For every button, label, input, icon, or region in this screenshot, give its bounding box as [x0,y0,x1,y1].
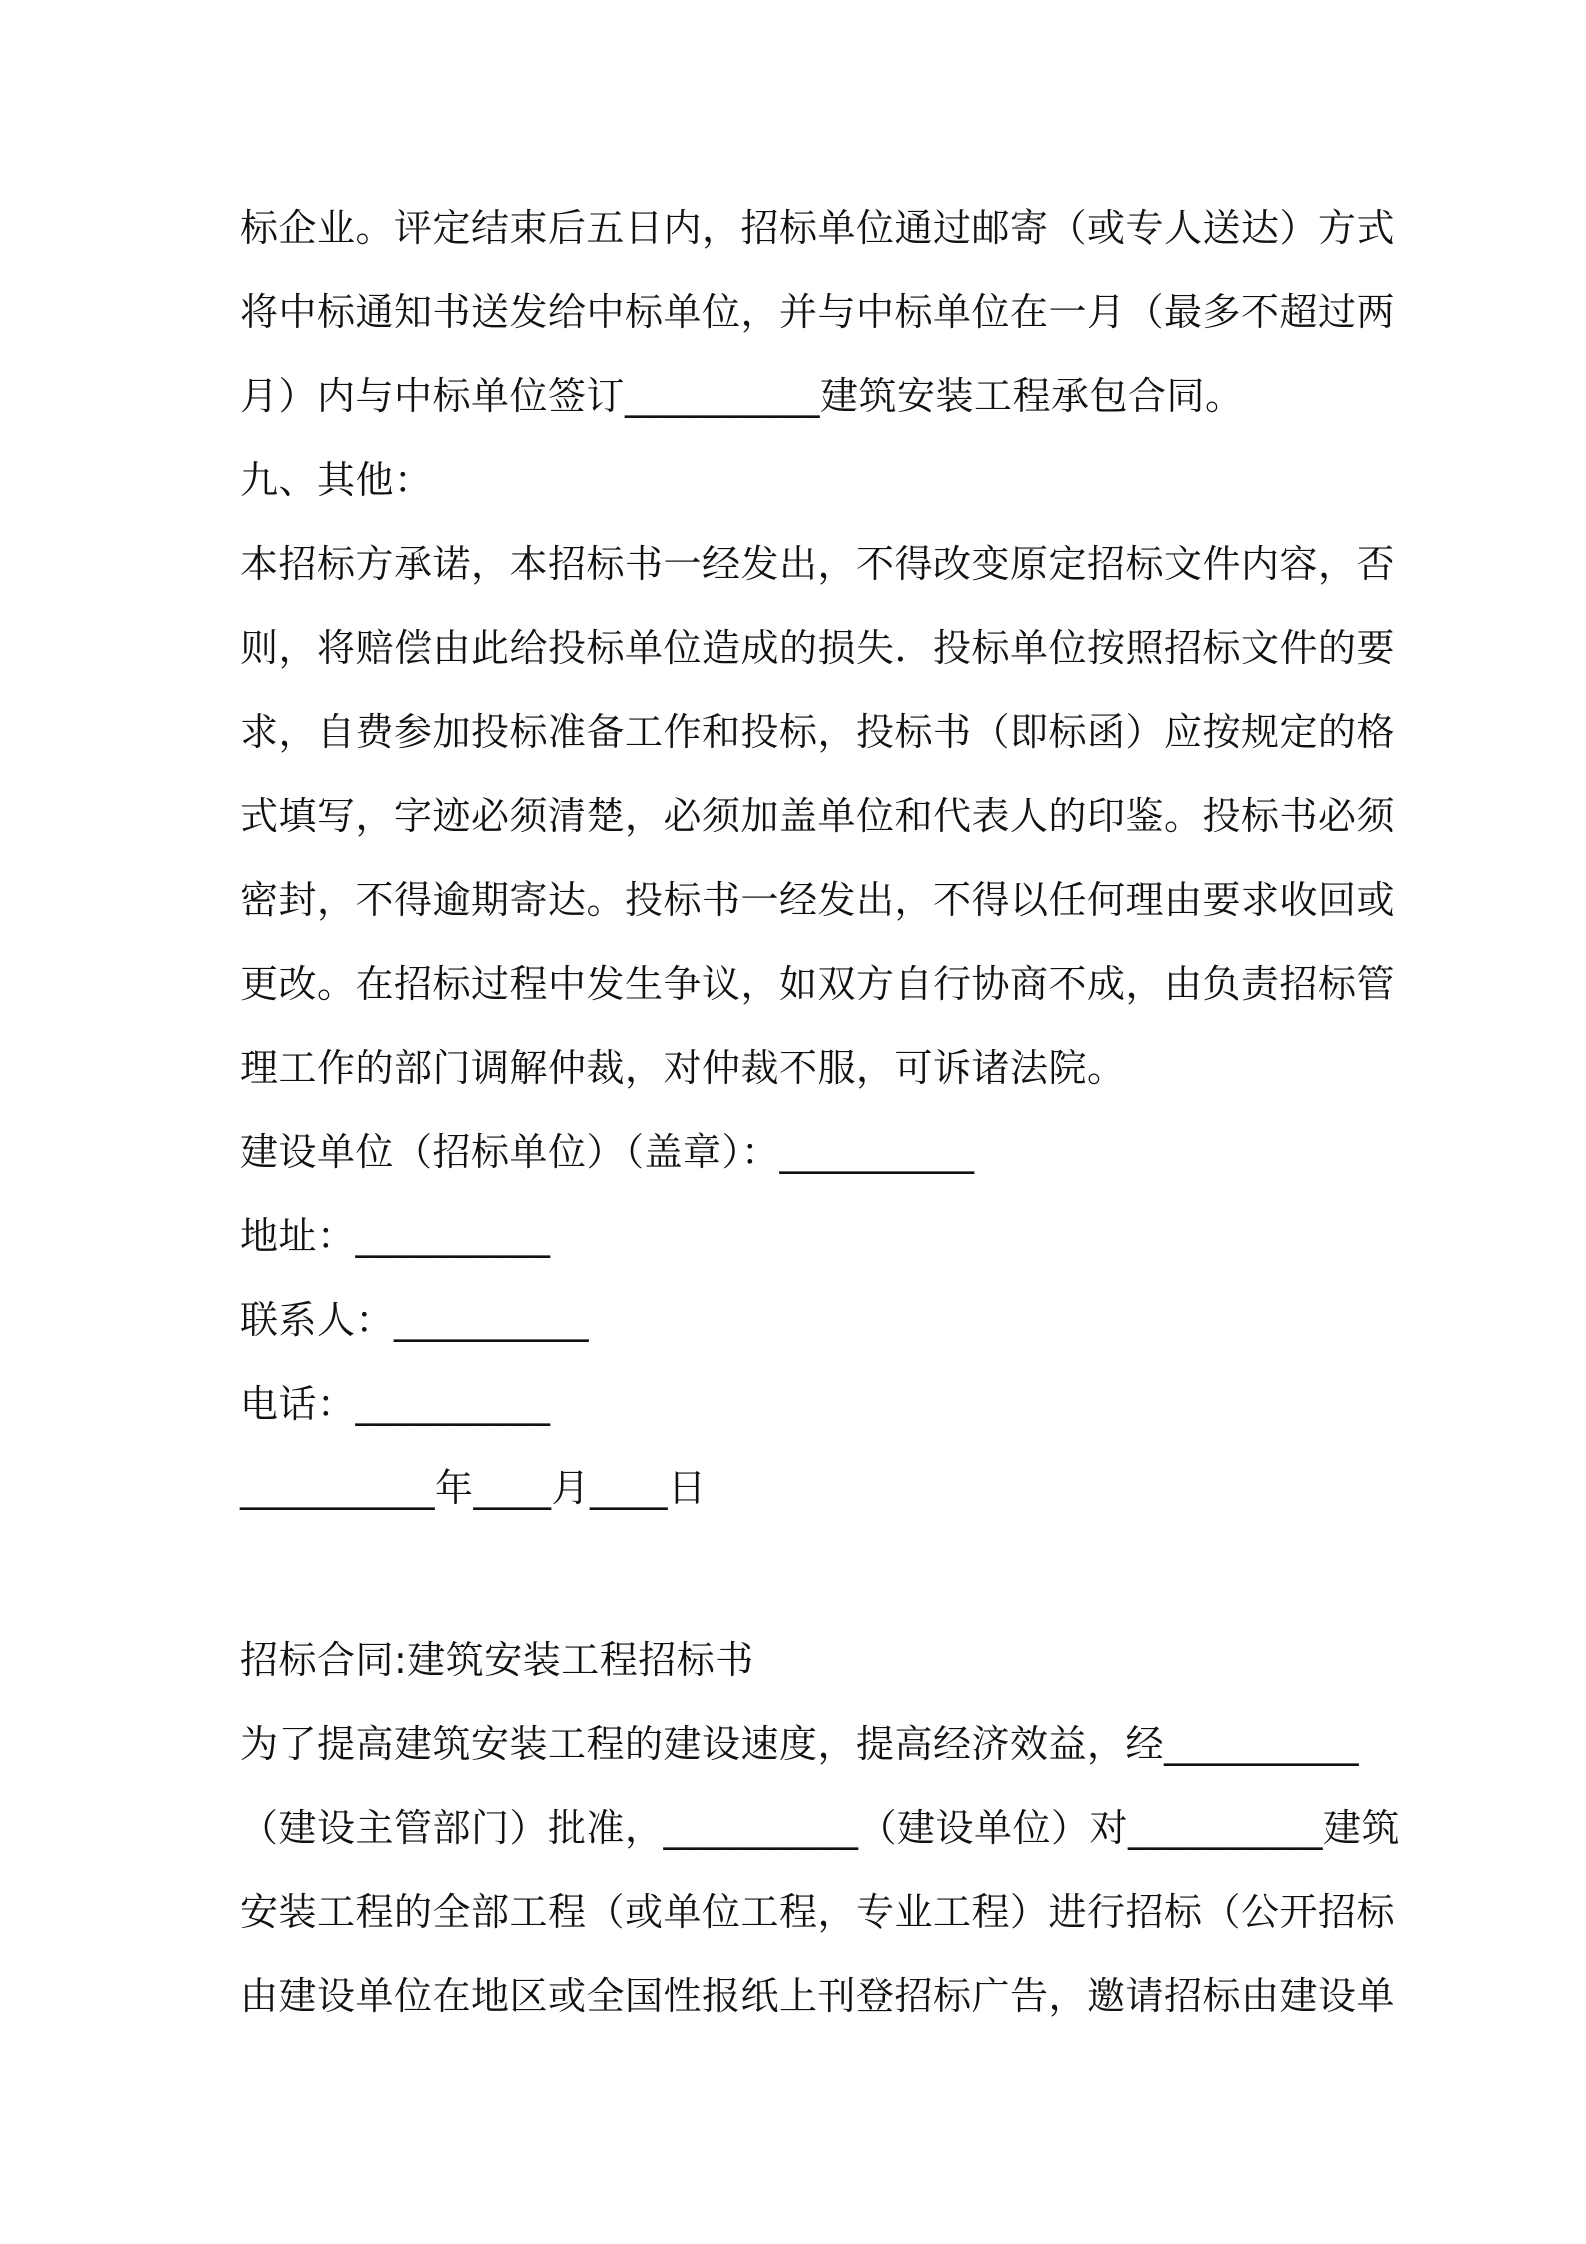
contract-title: 招标合同:建筑安装工程招标书 [240,1638,754,1682]
signature-date-field: __________年____月____日 [240,1466,707,1510]
paragraph-line: 安装工程的全部工程（或单位工程，专业工程）进行招标（公开招标 [240,1890,1396,1934]
paragraph-line: 式填写，字迹必须清楚，必须加盖单位和代表人的印鉴。投标书必须 [240,794,1396,838]
paragraph-line: 月）内与中标单位签订__________建筑安装工程承包合同。 [240,374,1244,418]
paragraph-line: 密封，不得逾期寄达。投标书一经发出，不得以任何理由要求收回或 [240,878,1396,922]
signature-phone-field: 电话：__________ [240,1382,551,1426]
paragraph-line: 本招标方承诺，本招标书一经发出，不得改变原定招标文件内容，否 [240,542,1396,586]
signature-address-field: 地址：__________ [240,1214,551,1258]
paragraph-line: （建设主管部门）批准，__________（建设单位）对__________建筑 [240,1806,1401,1850]
paragraph-line: 则，将赔偿由此给投标单位造成的损失．投标单位按照招标文件的要 [240,626,1396,670]
paragraph-line: 将中标通知书送发给中标单位，并与中标单位在一月（最多不超过两 [240,290,1396,334]
section-heading: 九、其他： [240,458,433,502]
signature-contact-field: 联系人：__________ [240,1298,590,1342]
document-body-top [240,186,1396,1530]
paragraph-line: 理工作的部门调解仲裁，对仲裁不服，可诉诸法院。 [240,1046,1126,1090]
paragraph-line: 由建设单位在地区或全国性报纸上刊登招标广告，邀请招标由建设单 [240,1974,1396,2018]
paragraph-line: 求，自费参加投标准备工作和投标，投标书（即标函）应按规定的格 [240,710,1396,754]
document-body-bottom [240,1618,1401,2038]
paragraph-line: 为了提高建筑安装工程的建设速度，提高经济效益，经__________ [240,1722,1360,1766]
paragraph-line: 更改。在招标过程中发生争议，如双方自行协商不成，由负责招标管 [240,962,1396,1006]
paragraph-line: 标企业。评定结束后五日内，招标单位通过邮寄（或专人送达）方式 [240,206,1396,250]
signature-unit-field: 建设单位（招标单位）（盖章）：__________ [240,1130,975,1174]
